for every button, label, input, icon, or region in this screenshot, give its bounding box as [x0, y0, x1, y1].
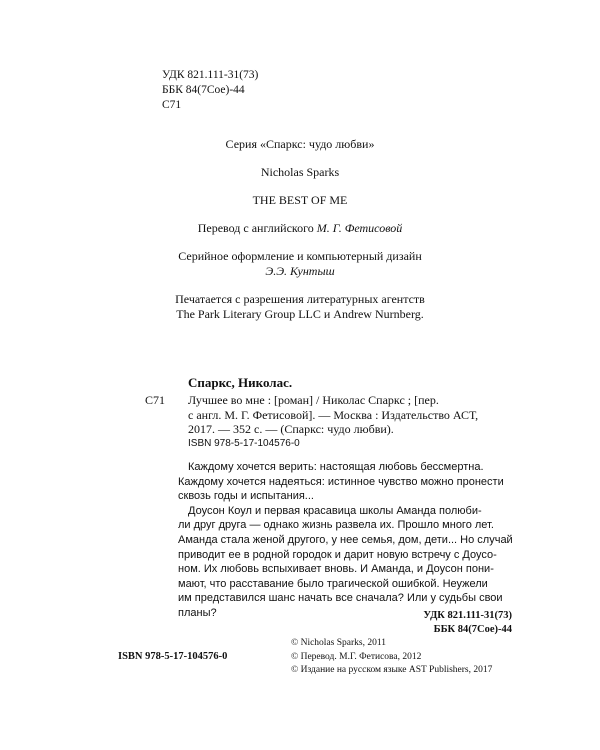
annotation-line: планы?	[178, 606, 217, 619]
author-name: Nicholas Sparks	[260, 165, 340, 179]
bottom-codes	[423, 609, 512, 637]
annotation-line: Каждому хочется надеяться: истинное чувство можно пронести	[178, 475, 504, 488]
designer-name: Э.Э. Кунтыш	[265, 264, 335, 278]
annotation-line: Доусон Коул и первая красавица школы Аманда полюби-	[188, 504, 482, 517]
catalog-isbn: ISBN 978-5-17-104576-0	[188, 438, 300, 449]
permission-line-1: Печатается с разрешения литературных агентств	[175, 292, 425, 306]
annotation-line: Каждому хочется верить: настоящая любовь бессмертна.	[188, 461, 484, 473]
catalog-line: с англ. М. Г. Фетисовой]. — Москва : Издательство АСТ,	[188, 407, 479, 422]
translation-prefix: Перевод с английского	[197, 221, 314, 235]
series-line: Серия «Спаркс: чудо любви»	[225, 137, 375, 151]
annotation-line: ном. Их любовь вспыхивает вновь. И Аманда, и Доусон пони-	[178, 563, 494, 576]
bottom-bbk: ББК 84(7Сое)-44	[433, 624, 512, 635]
copyright-line: © Издание на русском языке AST Publishers, 2017	[291, 665, 493, 675]
copyright-line: © Nicholas Sparks, 2011	[291, 638, 386, 648]
design-label: Серийное оформление и компьютерный дизайн	[178, 249, 422, 263]
translation-line	[0, 221, 600, 236]
catalog-description	[188, 393, 508, 437]
udk-code: УДК 821.111-31(73)	[162, 69, 259, 81]
bbk-code: ББК 84(7Сое)-44	[162, 84, 245, 96]
classification-codes	[162, 68, 258, 113]
annotation-line: Аманда стала женой другого, у нее семья, дом, дети... Но случай	[178, 533, 513, 546]
annotation	[178, 460, 513, 621]
copyright-line: © Перевод. М.Г. Фетисова, 2012	[291, 651, 422, 662]
catalog-line: Лучшее во мне : [роман] / Николас Спаркс ; [пер.	[188, 393, 439, 407]
author-mark: С71	[162, 99, 182, 111]
permission-line-2: The Park Literary Group LLC и Andrew Nurnberg.	[176, 307, 424, 321]
isbn-main: ISBN 978-5-17-104576-0	[118, 651, 228, 662]
original-title: THE BEST OF ME	[252, 193, 348, 207]
catalog-heading: Спаркс, Николас.	[188, 375, 293, 390]
annotation-line: приводит ее в родной городок и дарит новую встречу с Доусо-	[178, 548, 497, 561]
bottom-udk: УДК 821.111-31(73)	[423, 610, 512, 621]
copyright-block	[291, 637, 492, 678]
catalog-line: 2017. — 352 с. — (Спаркс: чудо любви).	[188, 422, 394, 436]
annotation-line: ли друг друга — однако жизнь развела их. Прошло много лет.	[178, 519, 494, 532]
catalog-code: С71	[145, 393, 166, 407]
translator-name: М. Г. Фетисовой	[316, 221, 403, 235]
annotation-line: им представился шанс начать все сначала? Или у судьбы свои	[178, 592, 503, 605]
annotation-line: мают, что расставание было трагической ошибкой. Неужели	[178, 577, 488, 590]
annotation-line: сквозь годы и испытания...	[178, 490, 314, 503]
